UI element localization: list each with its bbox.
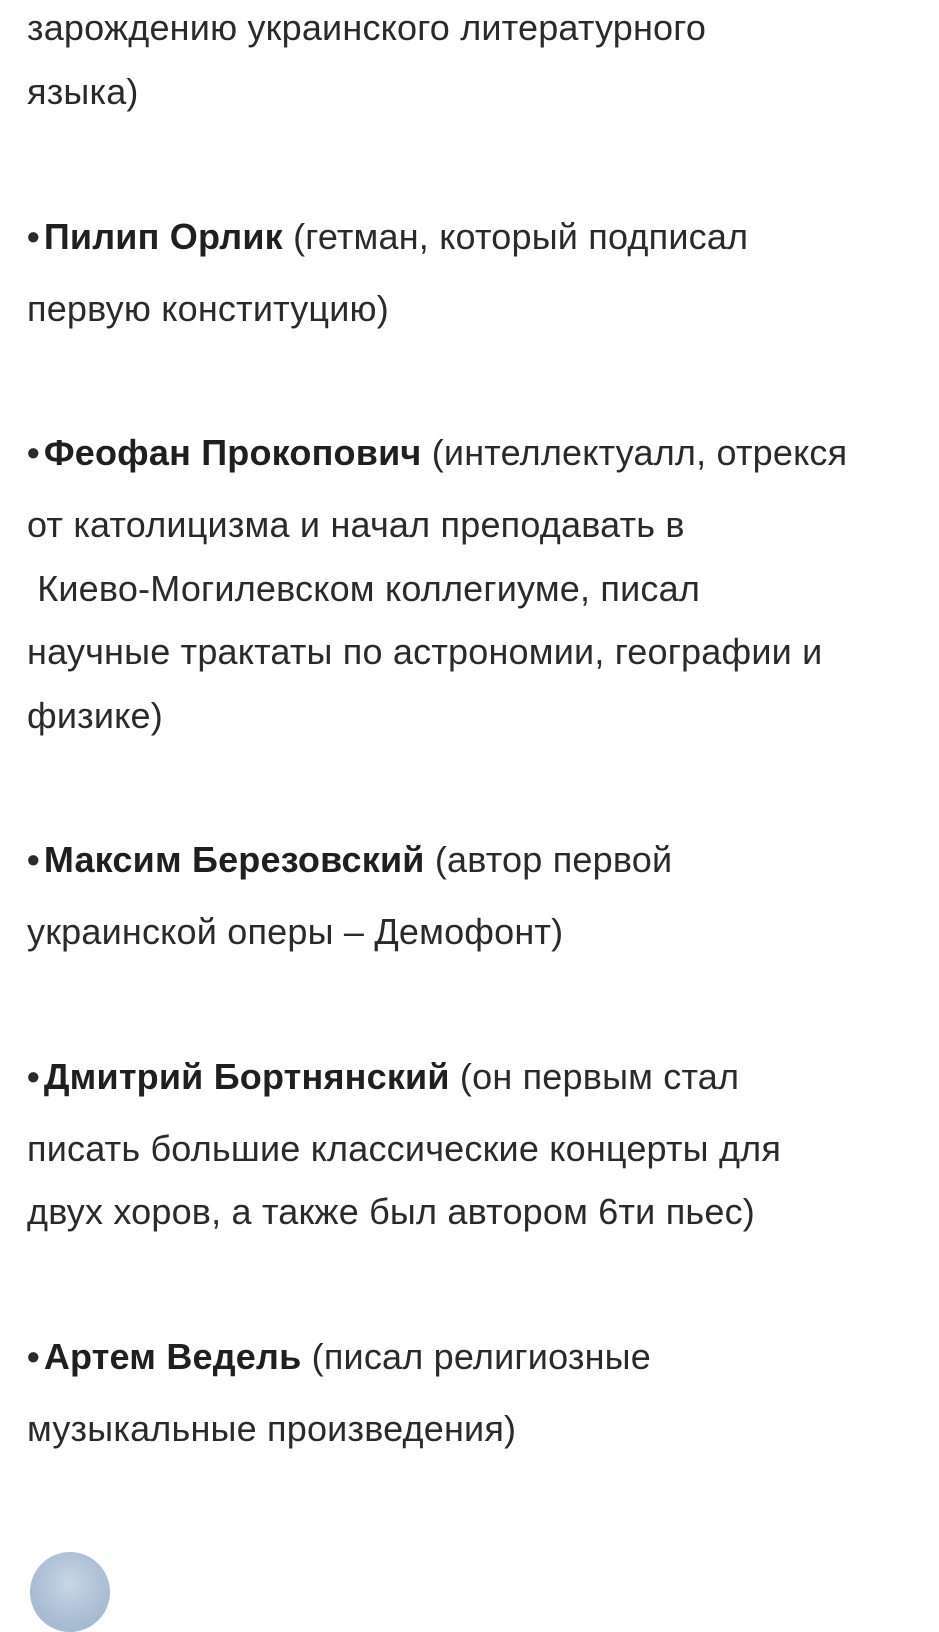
list-item-heading <box>27 215 748 259</box>
bullet: • <box>27 839 40 880</box>
text-line: писать большие классические концерты для <box>27 1128 782 1169</box>
text-line: двух хоров, а также был автором 6ти пьес) <box>27 1191 755 1232</box>
person-name: Пилип Орлик <box>43 216 283 257</box>
text-line: языка) <box>27 71 139 112</box>
list-item-heading <box>27 838 672 882</box>
person-name: Максим Березовский <box>43 839 425 880</box>
text-line: Киево-Могилевском коллегиуме, писал <box>27 568 701 609</box>
avatar[interactable] <box>30 1552 110 1632</box>
description-text: (гетман, который подписал <box>293 216 749 257</box>
bullet: • <box>27 1056 40 1097</box>
bullet: • <box>27 432 40 473</box>
text-line: первую конституцию) <box>27 288 389 329</box>
list-item-heading <box>27 1055 739 1099</box>
list-item-heading <box>27 1335 651 1379</box>
description-text: (автор первой <box>434 839 673 880</box>
person-name: Феофан Прокопович <box>43 432 422 473</box>
description-text: (писал религиозные <box>311 1336 651 1377</box>
person-name: Дмитрий Бортнянский <box>43 1056 450 1097</box>
text-line: физике) <box>27 695 163 736</box>
text-line: украинской оперы – Демофонт) <box>27 911 564 952</box>
bullet: • <box>27 1336 40 1377</box>
text-line: научные трактаты по астрономии, географии и <box>27 631 823 672</box>
text-line: зарождению украинского литературного <box>27 7 707 48</box>
description-text: (он первым стал <box>459 1056 740 1097</box>
person-name: Артем Ведель <box>43 1336 302 1377</box>
bullet: • <box>27 216 40 257</box>
description-text: (интеллектуалл, отрекся <box>431 432 848 473</box>
text-line: от католицизма и начал преподавать в <box>27 504 685 545</box>
list-item-heading <box>27 431 847 475</box>
text-line: музыкальные произведения) <box>27 1408 517 1449</box>
